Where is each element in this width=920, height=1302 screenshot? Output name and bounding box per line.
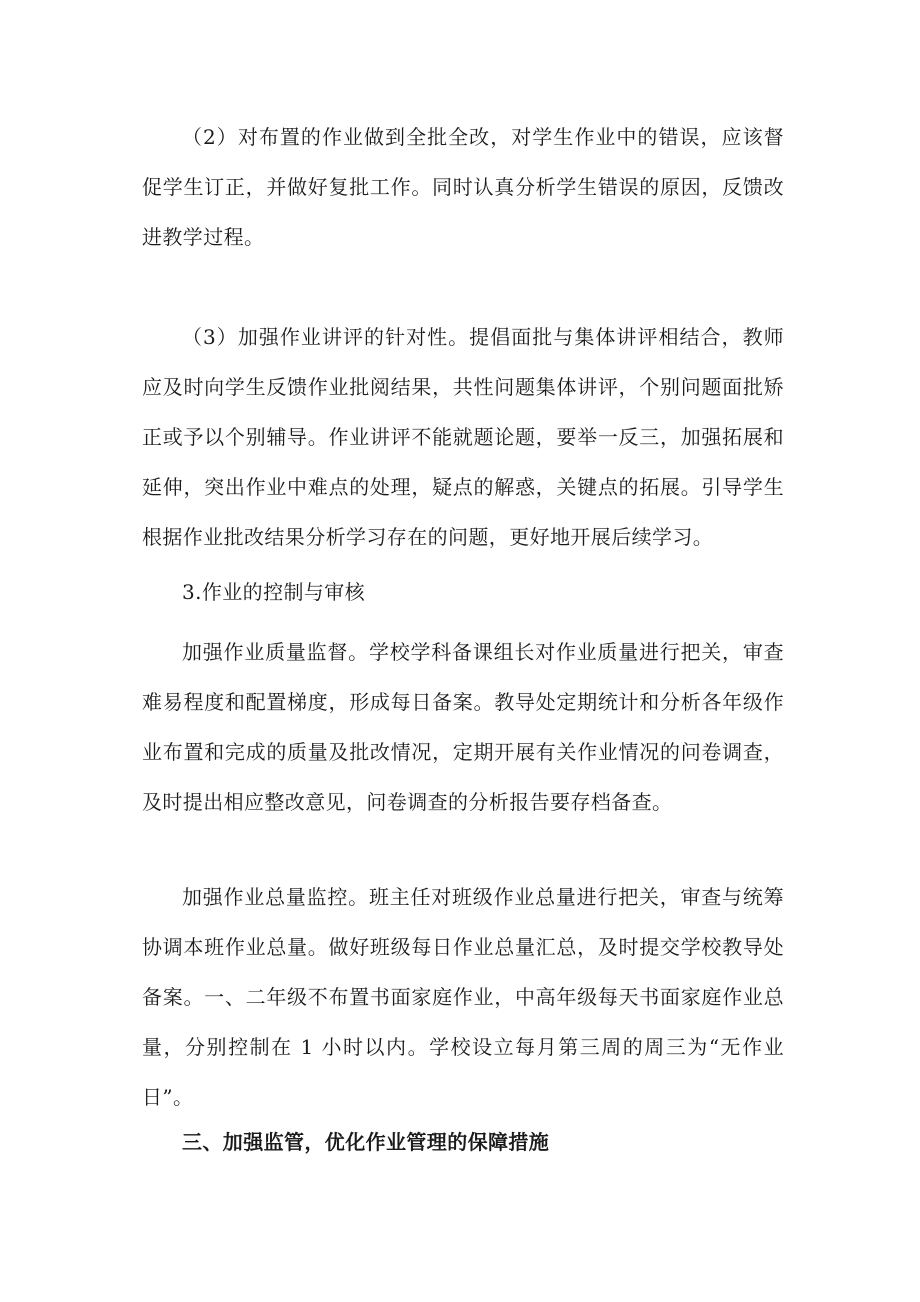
paragraph-quality-supervision: 加强作业质量监督。学校学科备课组长对作业质量进行把关，审查难易程度和配置梯度，形成每日备案。教导处定期统计和分析各年级作业布置和完成的质量及批改情况，定期开展有关作业情况的问卷调查，及时提出相应整改意见，问卷调查的分析报告要存档备查。 xyxy=(142,640,784,814)
paragraph-homework-correction: （2）对布置的作业做到全批全改，对学生作业中的错误，应该督促学生订正，并做好复批工作。同时认真分析学生错误的原因，反馈改进教学过程。 xyxy=(142,125,784,249)
chapter-heading-safeguards: 三、加强监管，优化作业管理的保障措施 xyxy=(182,1130,550,1154)
section-heading-control-audit: 3.作业的控制与审核 xyxy=(182,580,366,604)
paragraph-total-monitoring: 加强作业总量监控。班主任对班级作业总量进行把关，审查与统筹协调本班作业总量。做好班级每日作业总量汇总，及时提交学校教导处备案。一、二年级不布置书面家庭作业，中高年级每天书面家庭作业总量，分别控制在 1 小时以内。学校设立每月第三周的周三为“无作业日”。 xyxy=(142,885,784,1109)
paragraph-homework-review: （3）加强作业讲评的针对性。提倡面批与集体讲评相结合，教师应及时向学生反馈作业批阅结果，共性问题集体讲评，个别问题面批矫正或予以个别辅导。作业讲评不能就题论题，要举一反三，加强拓展和延伸，突出作业中难点的处理，疑点的解惑，关键点的拓展。引导学生根据作业批改结果分析学习存在的问题，更好地开展后续学习。 xyxy=(142,325,784,549)
